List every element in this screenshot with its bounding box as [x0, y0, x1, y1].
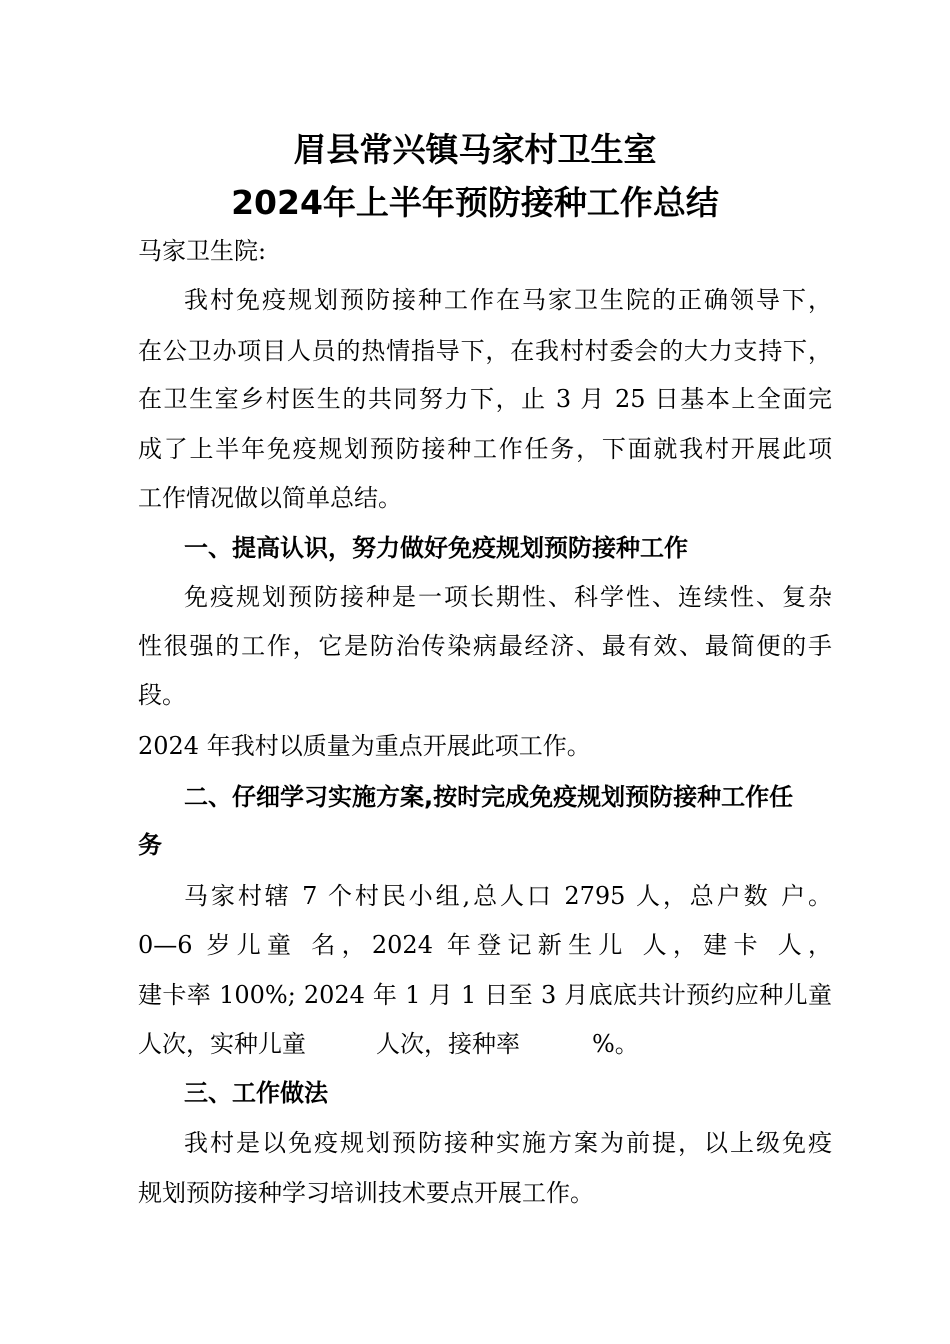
stats-text: %。: [592, 1030, 639, 1058]
section1-heading: 一、提高认识，努力做好免疫规划预防接种工作: [184, 534, 688, 562]
section2-heading-line2: 务: [138, 831, 162, 859]
stats-text: 人次，接种率: [376, 1030, 520, 1058]
stats-text: 户。: [781, 882, 832, 910]
intro-line-1: 我村免疫规划预防接种工作在马家卫生院的正确领导下，: [184, 286, 832, 314]
section2-heading-line1: 二、仔细学习实施方案,按时完成免疫规划预防接种工作任: [184, 783, 794, 811]
section1-line-2: 性很强的工作，它是防治传染病最经济、最有效、最简便的手: [138, 632, 832, 660]
section3-heading: 三、工作做法: [184, 1079, 328, 1107]
stats-text: 人次，实种儿童: [138, 1030, 306, 1058]
section2-stats-line-1: [184, 879, 832, 913]
intro-line-5: 工作情况做以简单总结。: [138, 484, 402, 512]
intro-line-3: 在卫生室乡村医生的共同努力下，止 3 月 25 日基本上全面完: [138, 385, 832, 413]
section1-line-1: 免疫规划预防接种是一项长期性、科学性、连续性、复杂: [184, 583, 832, 611]
intro-line-2: 在公卫办项目人员的热情指导下，在我村村委会的大力支持下，: [138, 337, 832, 365]
document-title-line2: 2024年上半年预防接种工作总结: [231, 183, 719, 222]
section2-stats-line-4: [138, 1027, 639, 1061]
stats-text: 0—6 岁儿童: [138, 931, 298, 959]
document-title-line1: 眉县常兴镇马家村卫生室: [293, 130, 657, 169]
salutation: 马家卫生院:: [138, 237, 267, 265]
stats-text: 名，2024 年登记新生儿: [311, 931, 629, 959]
section1-line-3: 段。: [138, 681, 186, 709]
stats-text: 马家村辖 7 个村民小组,总人口 2795 人，总户数: [184, 882, 771, 910]
intro-line-4: 成了上半年免疫规划预防接种工作任务，下面就我村开展此项: [138, 435, 832, 463]
section2-stats-line-2: [138, 928, 832, 962]
stats-text: 人，: [777, 931, 833, 959]
section2-stats-line-3: 建卡率 100%; 2024 年 1 月 1 日至 3 月底底共计预约应种儿童: [138, 981, 832, 1009]
stats-text: 人，建卡: [642, 931, 764, 959]
section3-line-2: 规划预防接种学习培训技术要点开展工作。: [138, 1179, 594, 1207]
section1-line-4: 2024 年我村以质量为重点开展此项工作。: [138, 732, 591, 760]
section3-line-1: 我村是以免疫规划预防接种实施方案为前提，以上级免疫: [184, 1129, 832, 1157]
